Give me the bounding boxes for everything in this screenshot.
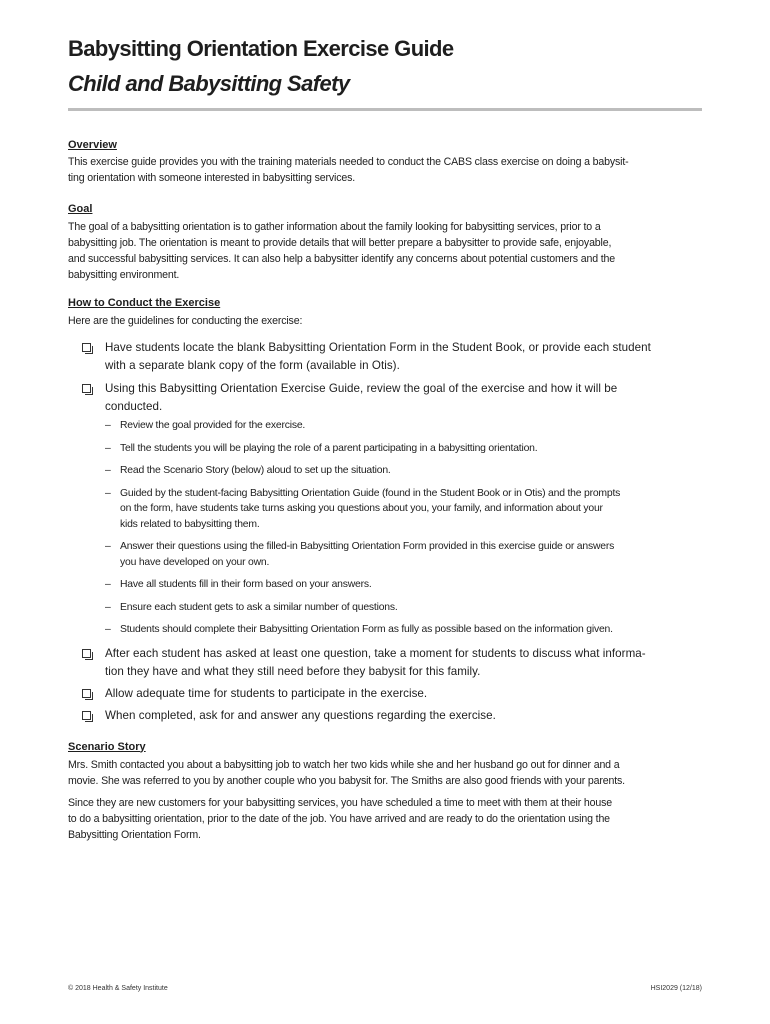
text-line: with a separate blank copy of the form (available in Otis). (105, 359, 400, 372)
text-line: to do a babysitting orientation, prior to the date of the job. You have arrived and are ready to do the orientation using the (68, 812, 610, 825)
dash-icon: – (105, 420, 111, 431)
step-item (68, 645, 704, 681)
sub-step-item (68, 441, 704, 457)
how-to-intro: Here are the guidelines for conducting the exercise: (68, 315, 303, 327)
scenario-paragraph (68, 795, 704, 843)
sub-steps-list (68, 418, 704, 638)
text-line: This exercise guide provides you with the training materials needed to conduct the CABS class exercise on doing a babysit- (68, 156, 629, 168)
text-line: conducted. (105, 400, 163, 413)
sub-step-item (68, 486, 704, 533)
text-line: kids related to babysitting them. (120, 518, 260, 530)
goal-text (68, 219, 704, 283)
text-line: Babysitting Orientation Form. (68, 828, 201, 841)
sub-step-item (68, 463, 704, 479)
text-line: Read the Scenario Story (below) aloud to set up the situation. (120, 465, 391, 476)
footer-copyright: © 2018 Health & Safety Institute (68, 985, 168, 992)
text-line: ting orientation with someone interested in babysitting services. (68, 172, 356, 184)
step-item (68, 707, 704, 725)
scenario-section (68, 739, 704, 843)
text-line: Students should complete their Babysitting Orientation Form as fully as possible based on the information given. (120, 624, 613, 635)
text-line: Guided by the student-facing Babysitting Orientation Guide (found in the Student Book or in Otis) and the prompts (120, 487, 621, 499)
text-line: and successful babysitting services. It can also help a babysitter identify any concerns about potential customers and the (68, 253, 616, 265)
document-page (68, 32, 704, 843)
document-subtitle: Child and Babysitting Safety (68, 71, 350, 96)
footer-document-code: HSI2029 (12/18) (650, 985, 702, 992)
text-line: Using this Babysitting Orientation Exercise Guide, review the goal of the exercise and how it will be (105, 382, 618, 395)
step-item (68, 685, 704, 703)
overview-text (68, 154, 704, 186)
text-line: After each student has asked at least one question, take a moment for students to discuss what informa- (105, 646, 646, 660)
steps-list-continued (68, 645, 704, 725)
text-line: babysitting environment. (68, 269, 180, 281)
dash-icon: – (105, 442, 111, 454)
checkbox-bullet-icon (82, 343, 91, 352)
sub-step-item (68, 418, 704, 434)
dash-icon: – (105, 601, 111, 613)
text-line: on the form, have students take turns asking you questions about you, your family, and information about your (120, 503, 603, 514)
text-line: Since they are new customers for your babysitting services, you have scheduled a time to meet with them at their house (68, 796, 613, 809)
scenario-paragraph (68, 757, 704, 789)
sub-step-item (68, 539, 704, 570)
text-line: movie. She was referred to you by another couple who you babysit for. The Smiths are also good friends with your parents. (68, 774, 625, 787)
dash-icon: – (105, 465, 111, 476)
text-line: Mrs. Smith contacted you about a babysitting job to watch her two kids while she and her husband go out for dinner and a (68, 758, 620, 771)
text-line: Allow adequate time for students to participate in the exercise. (105, 686, 428, 700)
checkbox-bullet-icon (82, 649, 91, 658)
title-divider (68, 108, 702, 111)
sub-step-item (68, 600, 704, 616)
scenario-heading: Scenario Story (68, 740, 146, 753)
step-item (68, 339, 704, 375)
goal-section (68, 201, 704, 283)
text-line: Tell the students you will be playing the role of a parent participating in a babysitting orientation. (120, 442, 538, 454)
checkbox-bullet-icon (82, 689, 91, 698)
dash-icon: – (105, 624, 111, 635)
text-line: When completed, ask for and answer any questions regarding the exercise. (105, 708, 496, 722)
steps-list (68, 339, 704, 416)
overview-heading: Overview (68, 139, 117, 151)
overview-section (68, 137, 704, 186)
text-line: Review the goal provided for the exercise. (120, 420, 306, 431)
text-line: babysitting job. The orientation is meant to provide details that will better prepare a babysitter to provide safe, enjoyable, (68, 237, 612, 249)
text-line: Have students locate the blank Babysitting Orientation Form in the Student Book, or provide each student (105, 341, 651, 354)
text-line: The goal of a babysitting orientation is to gather information about the family looking for babysitting services, prior to a (68, 221, 601, 233)
sub-step-item (68, 577, 704, 593)
how-to-section (68, 295, 704, 725)
step-item (68, 380, 704, 416)
dash-icon: – (105, 579, 111, 590)
checkbox-bullet-icon (82, 711, 91, 720)
text-line: you have developed on your own. (120, 556, 270, 568)
goal-heading: Goal (68, 203, 93, 215)
how-to-heading: How to Conduct the Exercise (68, 297, 221, 309)
document-title: Babysitting Orientation Exercise Guide (68, 36, 454, 61)
text-line: Ensure each student gets to ask a similar number of questions. (120, 601, 398, 613)
text-line: tion they have and what they still need before they babysit for this family. (105, 664, 481, 678)
text-line: Answer their questions using the filled-in Babysitting Orientation Form provided in this exercise guide or answers (120, 541, 615, 552)
dash-icon: – (105, 541, 111, 552)
sub-step-item (68, 622, 704, 638)
text-line: Have all students fill in their form based on your answers. (120, 579, 372, 590)
checkbox-bullet-icon (82, 384, 91, 393)
dash-icon: – (105, 487, 111, 499)
